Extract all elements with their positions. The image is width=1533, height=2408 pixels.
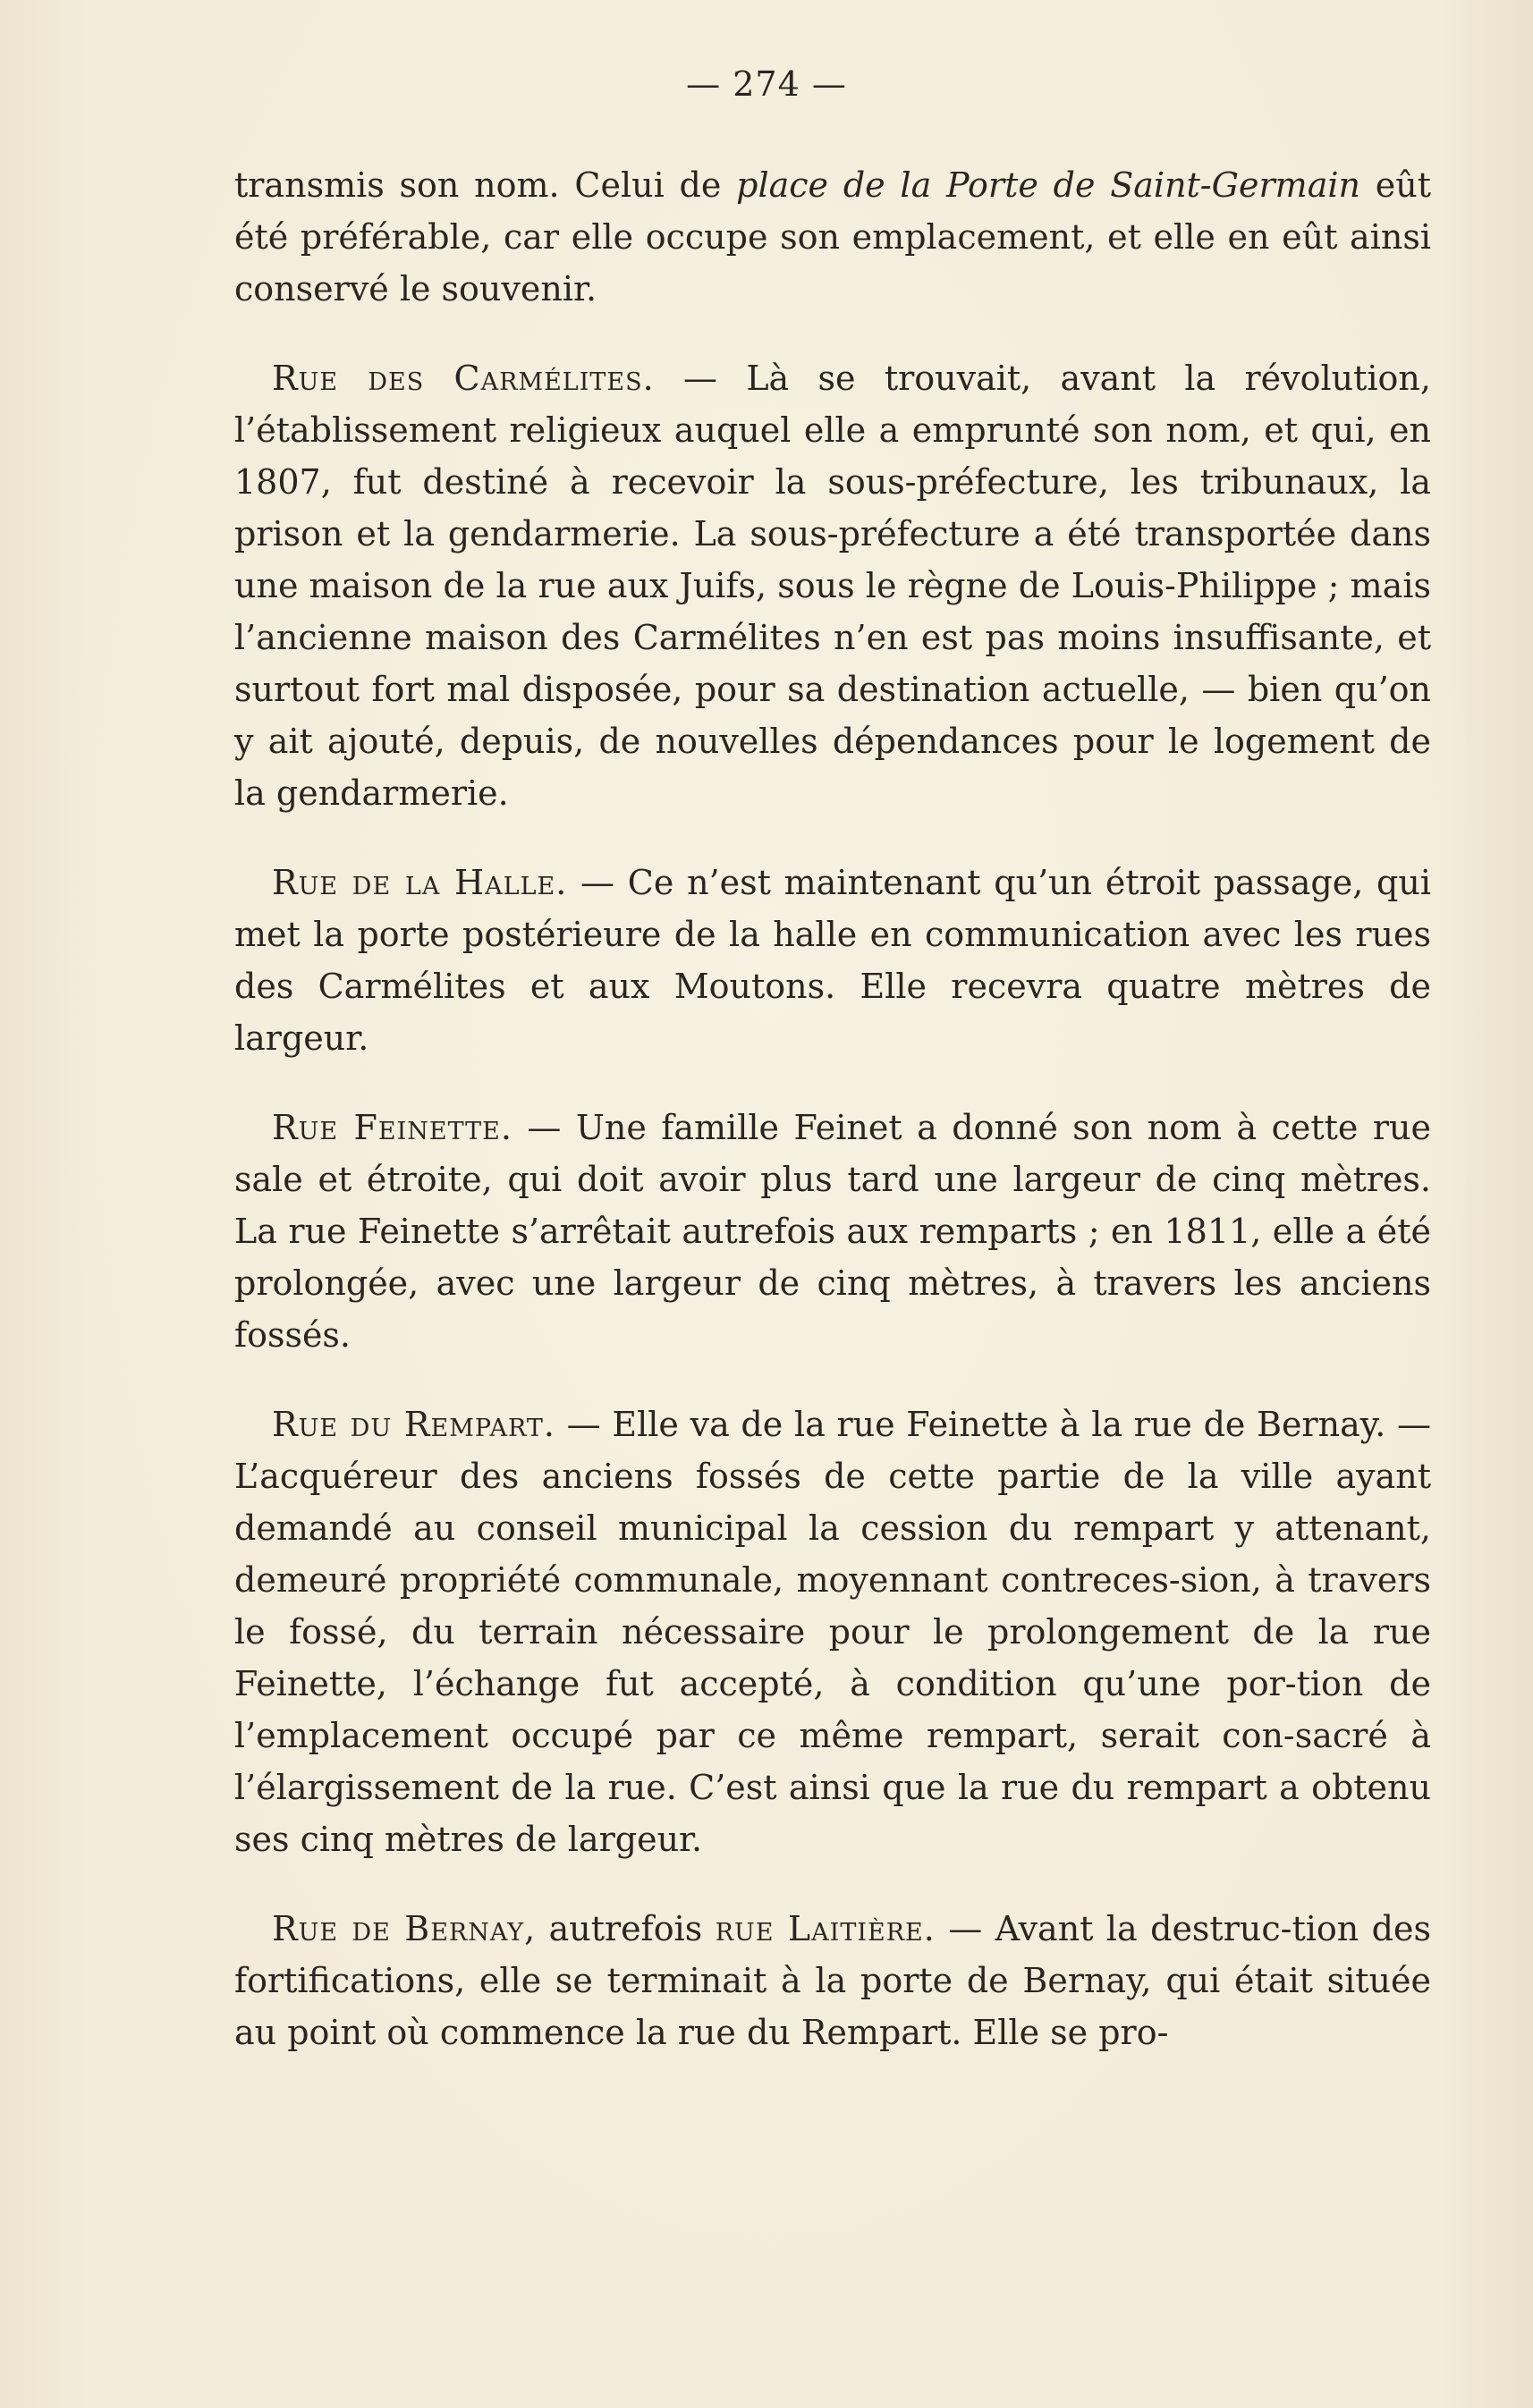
paragraph-text: transmis son nom. Celui de: [234, 165, 737, 205]
street-heading: Rue de Bernay,: [272, 1909, 537, 1948]
entry-rue-feinette: [234, 1102, 1431, 1361]
street-heading: Rue des Carmélites.: [272, 359, 655, 398]
entry-text: — Là se trouvait, avant la révolution, l’établissement religieux auquel elle a emprunté son nom, et qui, en 1807, fut destiné à recevoir la sous-préfecture, les tribunaux, la prison et la gendarmerie. La sous-préfecture a été transportée dans une maison de la rue aux Juifs, sous le règne de Louis-Philippe ; mais l’ancienne maison des Carmélites n’en est pas moins insuffisante, et surtout fort mal disposée, pour sa destination actuelle, — bien qu’on y ait ajouté, depuis, de nouvelles dépendances pour le logement de la gendarmerie.: [234, 359, 1431, 813]
entry-text: — Avant la destruc-tion des fortifications, elle se terminait à la porte de Bernay, qui était située au point où commence la rue du Rempart. Elle se pro-: [234, 1909, 1431, 2052]
body-text: [234, 159, 1431, 2058]
entry-text: — Une famille Feinet a donné son nom à cette rue sale et étroite, qui doit avoir plus tard une largeur de cinq mètres. La rue Feinette s’arrêtait autrefois aux remparts ; en 1811, elle a été prolongée, avec une largeur de cinq mètres, à travers les anciens fossés.: [234, 1108, 1431, 1355]
entry-rue-de-la-halle: [234, 857, 1431, 1064]
street-heading: Rue du Rempart.: [272, 1405, 555, 1444]
entry-rue-de-bernay: [234, 1903, 1431, 2058]
entry-text: — Ce n’est maintenant qu’un étroit passage, qui met la porte postérieure de la halle en communication avec les rues des Carmélites et aux Moutons. Elle recevra quatre mètres de largeur.: [234, 863, 1431, 1058]
paragraph-continuation: [234, 159, 1431, 315]
street-heading: Rue Feinette.: [272, 1108, 512, 1147]
entry-rue-du-rempart: [234, 1398, 1431, 1865]
street-heading: Rue de la Halle.: [272, 863, 568, 902]
entry-text: autrefois: [536, 1909, 716, 1948]
entry-rue-des-carmelites: [234, 352, 1431, 819]
entry-text: — Elle va de la rue Feinette à la rue de Bernay. — L’acquéreur des anciens fossés de cette partie de la ville ayant demandé au conseil municipal la cession du rempart y attenant, demeuré propriété communale, moyennant contreces-sion, à travers le fossé, du terrain nécessaire pour le prolongement de la rue Feinette, l’échange fut accepté, à condition qu’une por-tion de l’emplacement occupé par ce même rempart, serait con-sacré à l’élargissement de la rue. C’est ainsi que la rue du rempart a obtenu ses cinq mètres de largeur.: [234, 1405, 1432, 1859]
page-number: — 274 —: [686, 64, 847, 104]
paragraph-text: eût été préférable, car elle occupe son emplacement, et elle en eût ainsi conservé le souvenir.: [234, 165, 1431, 308]
street-heading-alt: rue Laitière.: [715, 1909, 936, 1948]
italic-phrase: place de la Porte de Saint-Germain: [736, 165, 1360, 205]
